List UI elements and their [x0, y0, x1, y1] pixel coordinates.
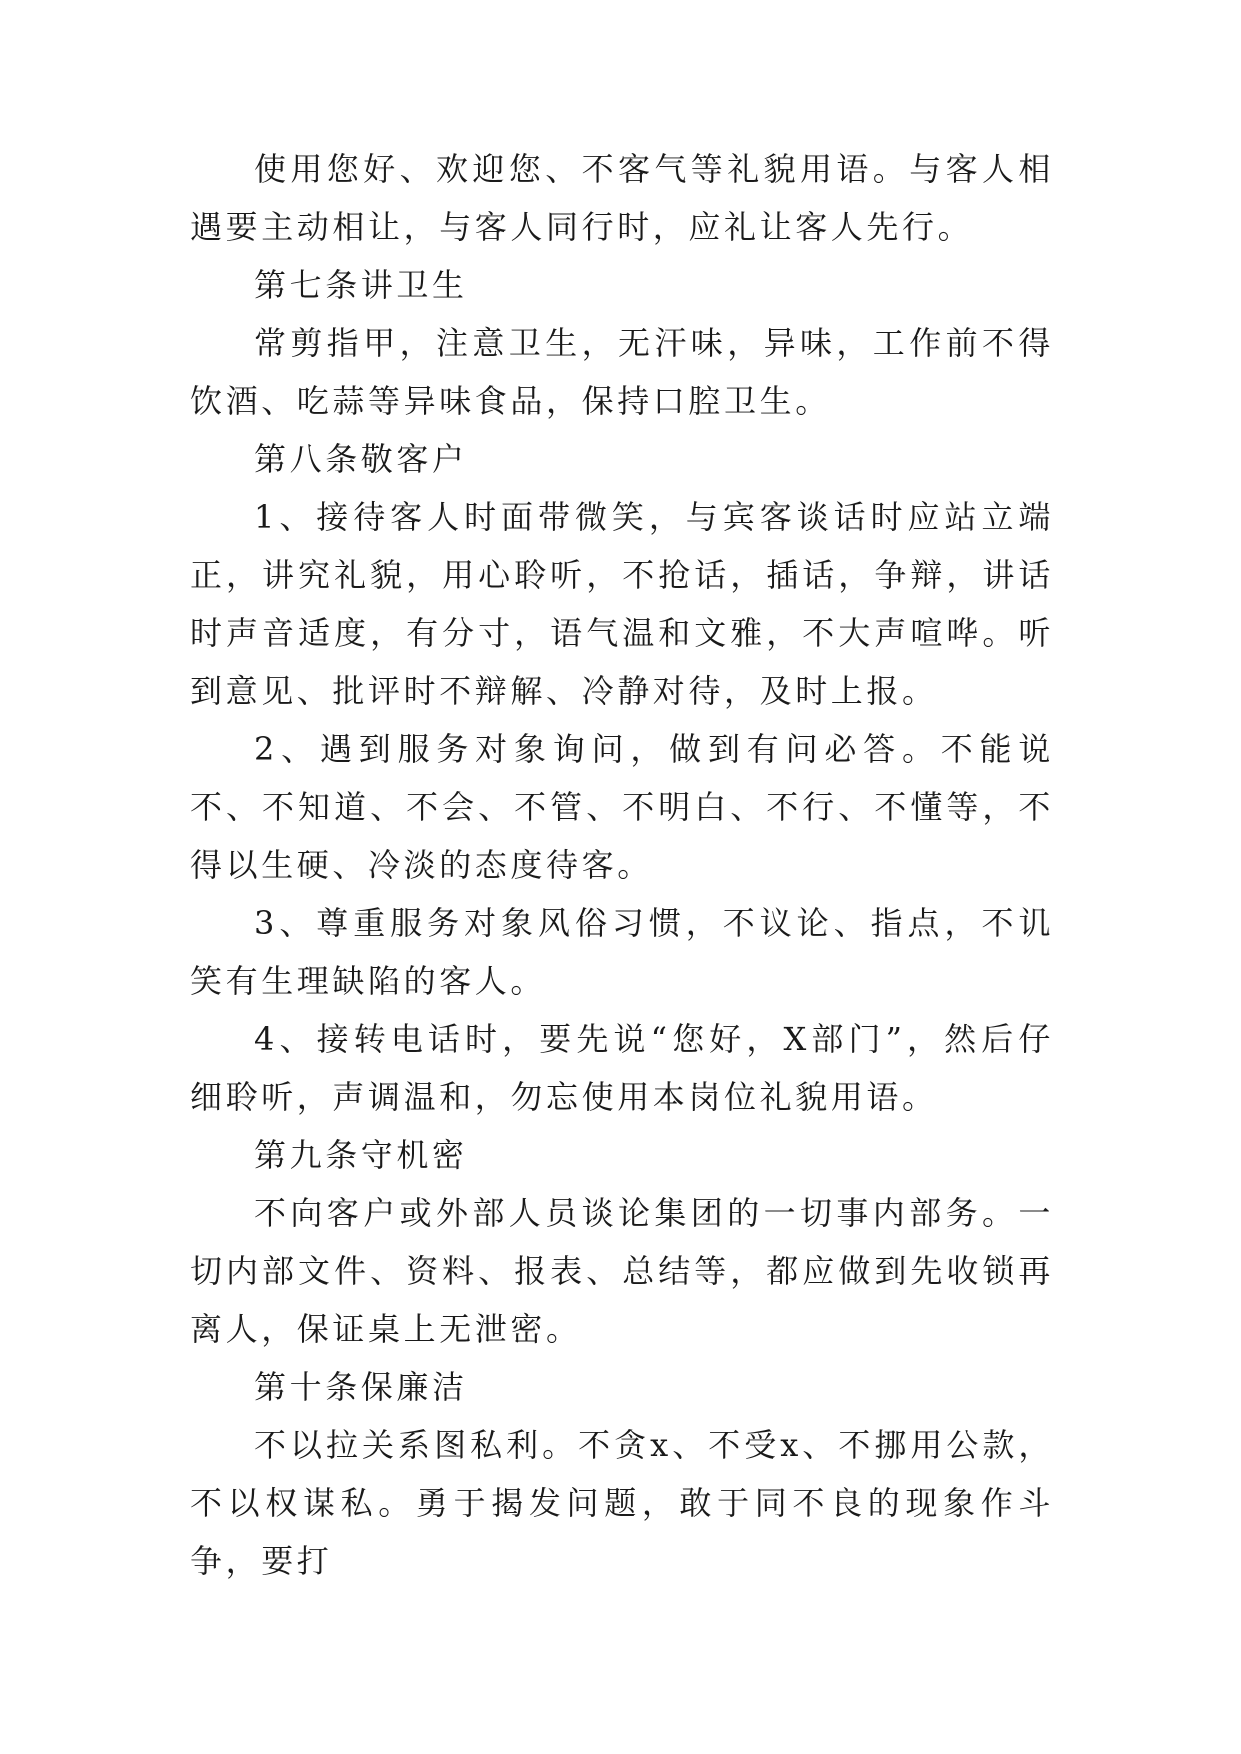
paragraph-confidentiality: 不向客户或外部人员谈论集团的一切事内部务。一切内部文件、资料、报表、总结等，都应做到先收锁再离人，保证桌上无泄密。: [190, 1194, 1054, 1348]
heading-article-9-confidentiality: 第九条守机密: [254, 1136, 468, 1174]
paragraph-item-3-customs: 3、尊重服务对象风俗习惯，不议论、指点，不讥笑有生理缺陷的客人。: [190, 904, 1054, 1000]
paragraph-hygiene: 常剪指甲，注意卫生，无汗味，异味，工作前不得饮酒、吃蒜等异味食品，保持口腔卫生。: [190, 324, 1054, 420]
paragraph-item-1-reception: 1、接待客人时面带微笑，与宾客谈话时应站立端正，讲究礼貌，用心聆听，不抢话，插话，争辩，讲话时声音适度，有分寸，语气温和文雅，不大声喧哗。听到意见、批评时不辩解、冷静对待，及时上报。: [190, 498, 1054, 710]
heading-article-7-hygiene: 第七条讲卫生: [254, 266, 468, 304]
heading-article-10-integrity: 第十条保廉洁: [254, 1368, 468, 1406]
document-page: [190, 140, 1054, 1590]
paragraph-courtesy-terms: 使用您好、欢迎您、不客气等礼貌用语。与客人相遇要主动相让，与客人同行时，应礼让客人先行。: [190, 150, 1054, 246]
paragraph-integrity: 不以拉关系图私利。不贪x、不受x、不挪用公款，不以权谋私。勇于揭发问题，敢于同不良的现象作斗争，要打: [190, 1426, 1054, 1580]
paragraph-item-4-phone: 4、接转电话时，要先说“您好，X部门”，然后仔细聆听，声调温和，勿忘使用本岗位礼貌用语。: [190, 1020, 1054, 1116]
heading-article-8-respect-customers: 第八条敬客户: [254, 440, 468, 478]
paragraph-item-2-inquiries: 2、遇到服务对象询问，做到有问必答。不能说不、不知道、不会、不管、不明白、不行、不懂等，不得以生硬、冷淡的态度待客。: [190, 730, 1054, 884]
